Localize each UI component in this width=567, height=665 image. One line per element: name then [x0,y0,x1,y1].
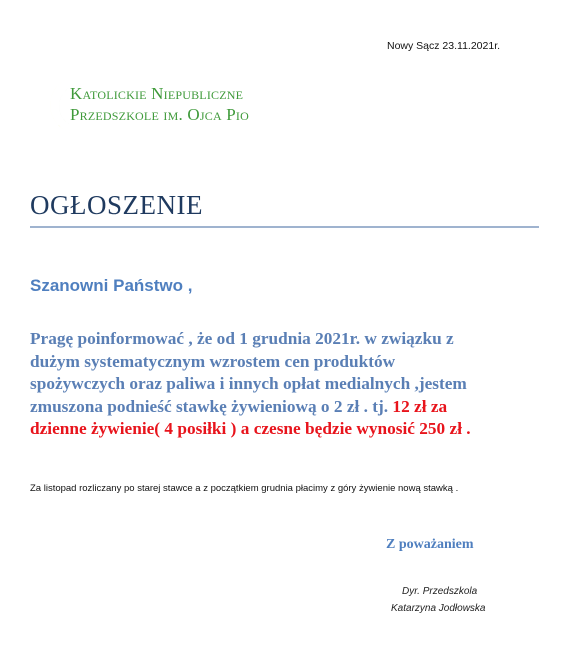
price-highlight-line: dzienne żywienie( 4 posiłki ) a czesne będzie wynosić 250 zł . [30,419,471,438]
body-text: zmuszona podnieść stawkę żywieniową o 2 zł . tj. [30,396,393,416]
price-highlight: 12 zł za [392,396,448,416]
document-date: Nowy Sącz 23.11.2021r. [387,40,501,52]
institution-name-line1: Katolickie Niepubliczne [70,84,244,103]
body-line: dużym systematycznym wzrostem cen produktów [30,351,396,371]
signature-title: Dyr. Przedszkola [402,586,478,597]
institution-name [70,83,249,125]
billing-note: Za listopad rozliczany po starej stawce a z początkiem grudnia płacimy z góry żywienie nową stawką . [30,483,459,494]
signature-name: Katarzyna Jodłowska [391,603,486,614]
body-line: Pragę poinformować , że od 1 grudnia 2021r. w związku z [30,329,454,348]
body-line [30,396,545,419]
announcement-body [30,328,545,441]
greeting: Szanowni Państwo , [30,276,193,295]
heading-divider [30,226,539,228]
body-line: spożywczych oraz paliwa i innych opłat medialnych ,jestem [30,374,467,393]
institution-name-line2: Przedszkole im. Ojca Pio [70,105,249,124]
announcement-heading: OGŁOSZENIE [30,190,203,220]
closing-regards: Z poważaniem [386,537,474,552]
